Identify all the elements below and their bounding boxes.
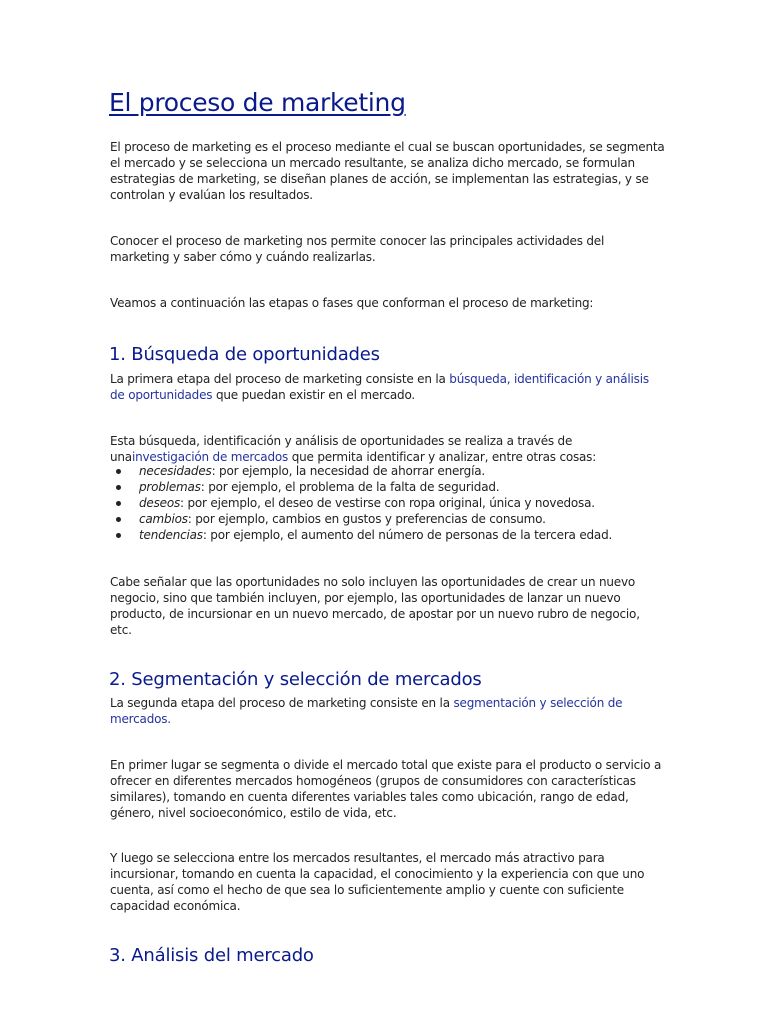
- link-oportunidades[interactable]: de oportunidades: [110, 388, 213, 402]
- paragraph-line: género, nivel socioeconómico, estilo de vida, etc.: [110, 806, 397, 820]
- section1-paragraph-3: [110, 574, 640, 638]
- bullet-icon: [116, 501, 121, 506]
- paragraph-line: producto, de incursionar en un nuevo mercado, de apostar por un nuevo rubro de negocio,: [110, 607, 640, 621]
- page-title: El proceso de marketing: [109, 88, 406, 117]
- section2-paragraph-3: [110, 850, 644, 914]
- paragraph-line: En primer lugar se segmenta o divide el mercado total que existe para el producto o servicio a: [110, 758, 662, 772]
- list-item-term: deseos: [139, 496, 181, 510]
- link-investigacion-mercados[interactable]: investigación de mercados: [131, 450, 289, 464]
- paragraph-line: etc.: [110, 623, 132, 637]
- paragraph-text: que puedan existir en el mercado.: [212, 388, 415, 402]
- paragraph-text: una: [110, 450, 132, 464]
- opportunity-list: [110, 463, 612, 543]
- list-item-text: : por ejemplo, el aumento del número de personas de la tercera edad.: [202, 528, 613, 542]
- bullet-icon: [116, 485, 121, 490]
- list-item-text: : por ejemplo, cambios en gustos y preferencias de consumo.: [187, 512, 546, 526]
- section2-paragraph-1: [110, 695, 622, 727]
- paragraph-line: Y luego se selecciona entre los mercados resultantes, el mercado más atractivo para: [110, 851, 605, 865]
- list-item: [110, 527, 612, 543]
- paragraph-line: incursionar, tomando en cuenta la capacidad, el conocimiento y la experiencia con que uno: [110, 867, 645, 881]
- section2-paragraph-2: [110, 757, 661, 821]
- paragraph-text: Esta búsqueda, identificación y análisis de oportunidades se realiza a través de: [110, 434, 573, 448]
- paragraph-veamos: Veamos a continuación las etapas o fases que conforman el proceso de marketing:: [110, 296, 594, 310]
- bullet-icon: [116, 533, 121, 538]
- paragraph-text: La primera etapa del proceso de marketing consiste en la: [110, 372, 450, 386]
- list-item-term: tendencias: [139, 528, 203, 542]
- paragraph-text: La segunda etapa del proceso de marketing consiste en la: [110, 696, 454, 710]
- intro-paragraph: [110, 139, 665, 203]
- paragraph-line: negocio, sino que también incluyen, por ejemplo, las oportunidades de lanzar un nuevo: [110, 591, 621, 605]
- list-item: [110, 463, 612, 479]
- paragraph-line: Conocer el proceso de marketing nos permite conocer las principales actividades del: [110, 234, 605, 248]
- list-item: [110, 511, 612, 527]
- link-segmentacion[interactable]: segmentación y selección de: [453, 696, 623, 710]
- paragraph-line: cuenta, así como el hecho de que sea lo suficientemente amplio y cuente con suficiente: [110, 883, 624, 897]
- list-item-text: : por ejemplo, el deseo de vestirse con ropa original, única y novedosa.: [180, 496, 595, 510]
- paragraph-text: que permita identificar y analizar, entre otras cosas:: [288, 450, 597, 464]
- section1-paragraph-1: [110, 371, 649, 403]
- paragraph-conocer: [110, 233, 604, 265]
- section-heading-3: 3. Análisis del mercado: [109, 945, 314, 966]
- list-item-term: cambios: [139, 512, 188, 526]
- list-item: [110, 479, 612, 495]
- bullet-icon: [116, 517, 121, 522]
- intro-line: El proceso de marketing es el proceso mediante el cual se buscan oportunidades, se segmenta: [110, 140, 665, 154]
- link-busqueda[interactable]: búsqueda, identificación y análisis: [449, 372, 649, 386]
- paragraph-line: similares), tomando en cuenta diferentes variables tales como ubicación, rango de edad,: [110, 790, 629, 804]
- list-item-text: : por ejemplo, la necesidad de ahorrar energía.: [211, 464, 485, 478]
- paragraph-line: marketing y saber cómo y cuándo realizarlas.: [110, 250, 376, 264]
- section-heading-1: 1. Búsqueda de oportunidades: [109, 344, 380, 365]
- section1-paragraph-2: [110, 433, 596, 465]
- intro-line: controlan y evalúan los resultados.: [110, 188, 313, 202]
- bullet-icon: [116, 469, 121, 474]
- link-mercados[interactable]: mercados.: [110, 712, 171, 726]
- list-item-term: problemas: [139, 480, 201, 494]
- paragraph-line: capacidad económica.: [110, 899, 241, 913]
- list-item-text: : por ejemplo, el problema de la falta de seguridad.: [200, 480, 500, 494]
- paragraph-line: Cabe señalar que las oportunidades no solo incluyen las oportunidades de crear un nuevo: [110, 575, 636, 589]
- paragraph-line: ofrecer en diferentes mercados homogéneos (grupos de consumidores con características: [110, 774, 636, 788]
- intro-line: estrategias de marketing, se diseñan planes de acción, se implementan las estrategias, y se: [110, 172, 649, 186]
- intro-line: el mercado y se selecciona un mercado resultante, se analiza dicho mercado, se formulan: [110, 156, 635, 170]
- list-item: [110, 495, 612, 511]
- section-heading-2: 2. Segmentación y selección de mercados: [109, 669, 482, 690]
- list-item-term: necesidades: [139, 464, 212, 478]
